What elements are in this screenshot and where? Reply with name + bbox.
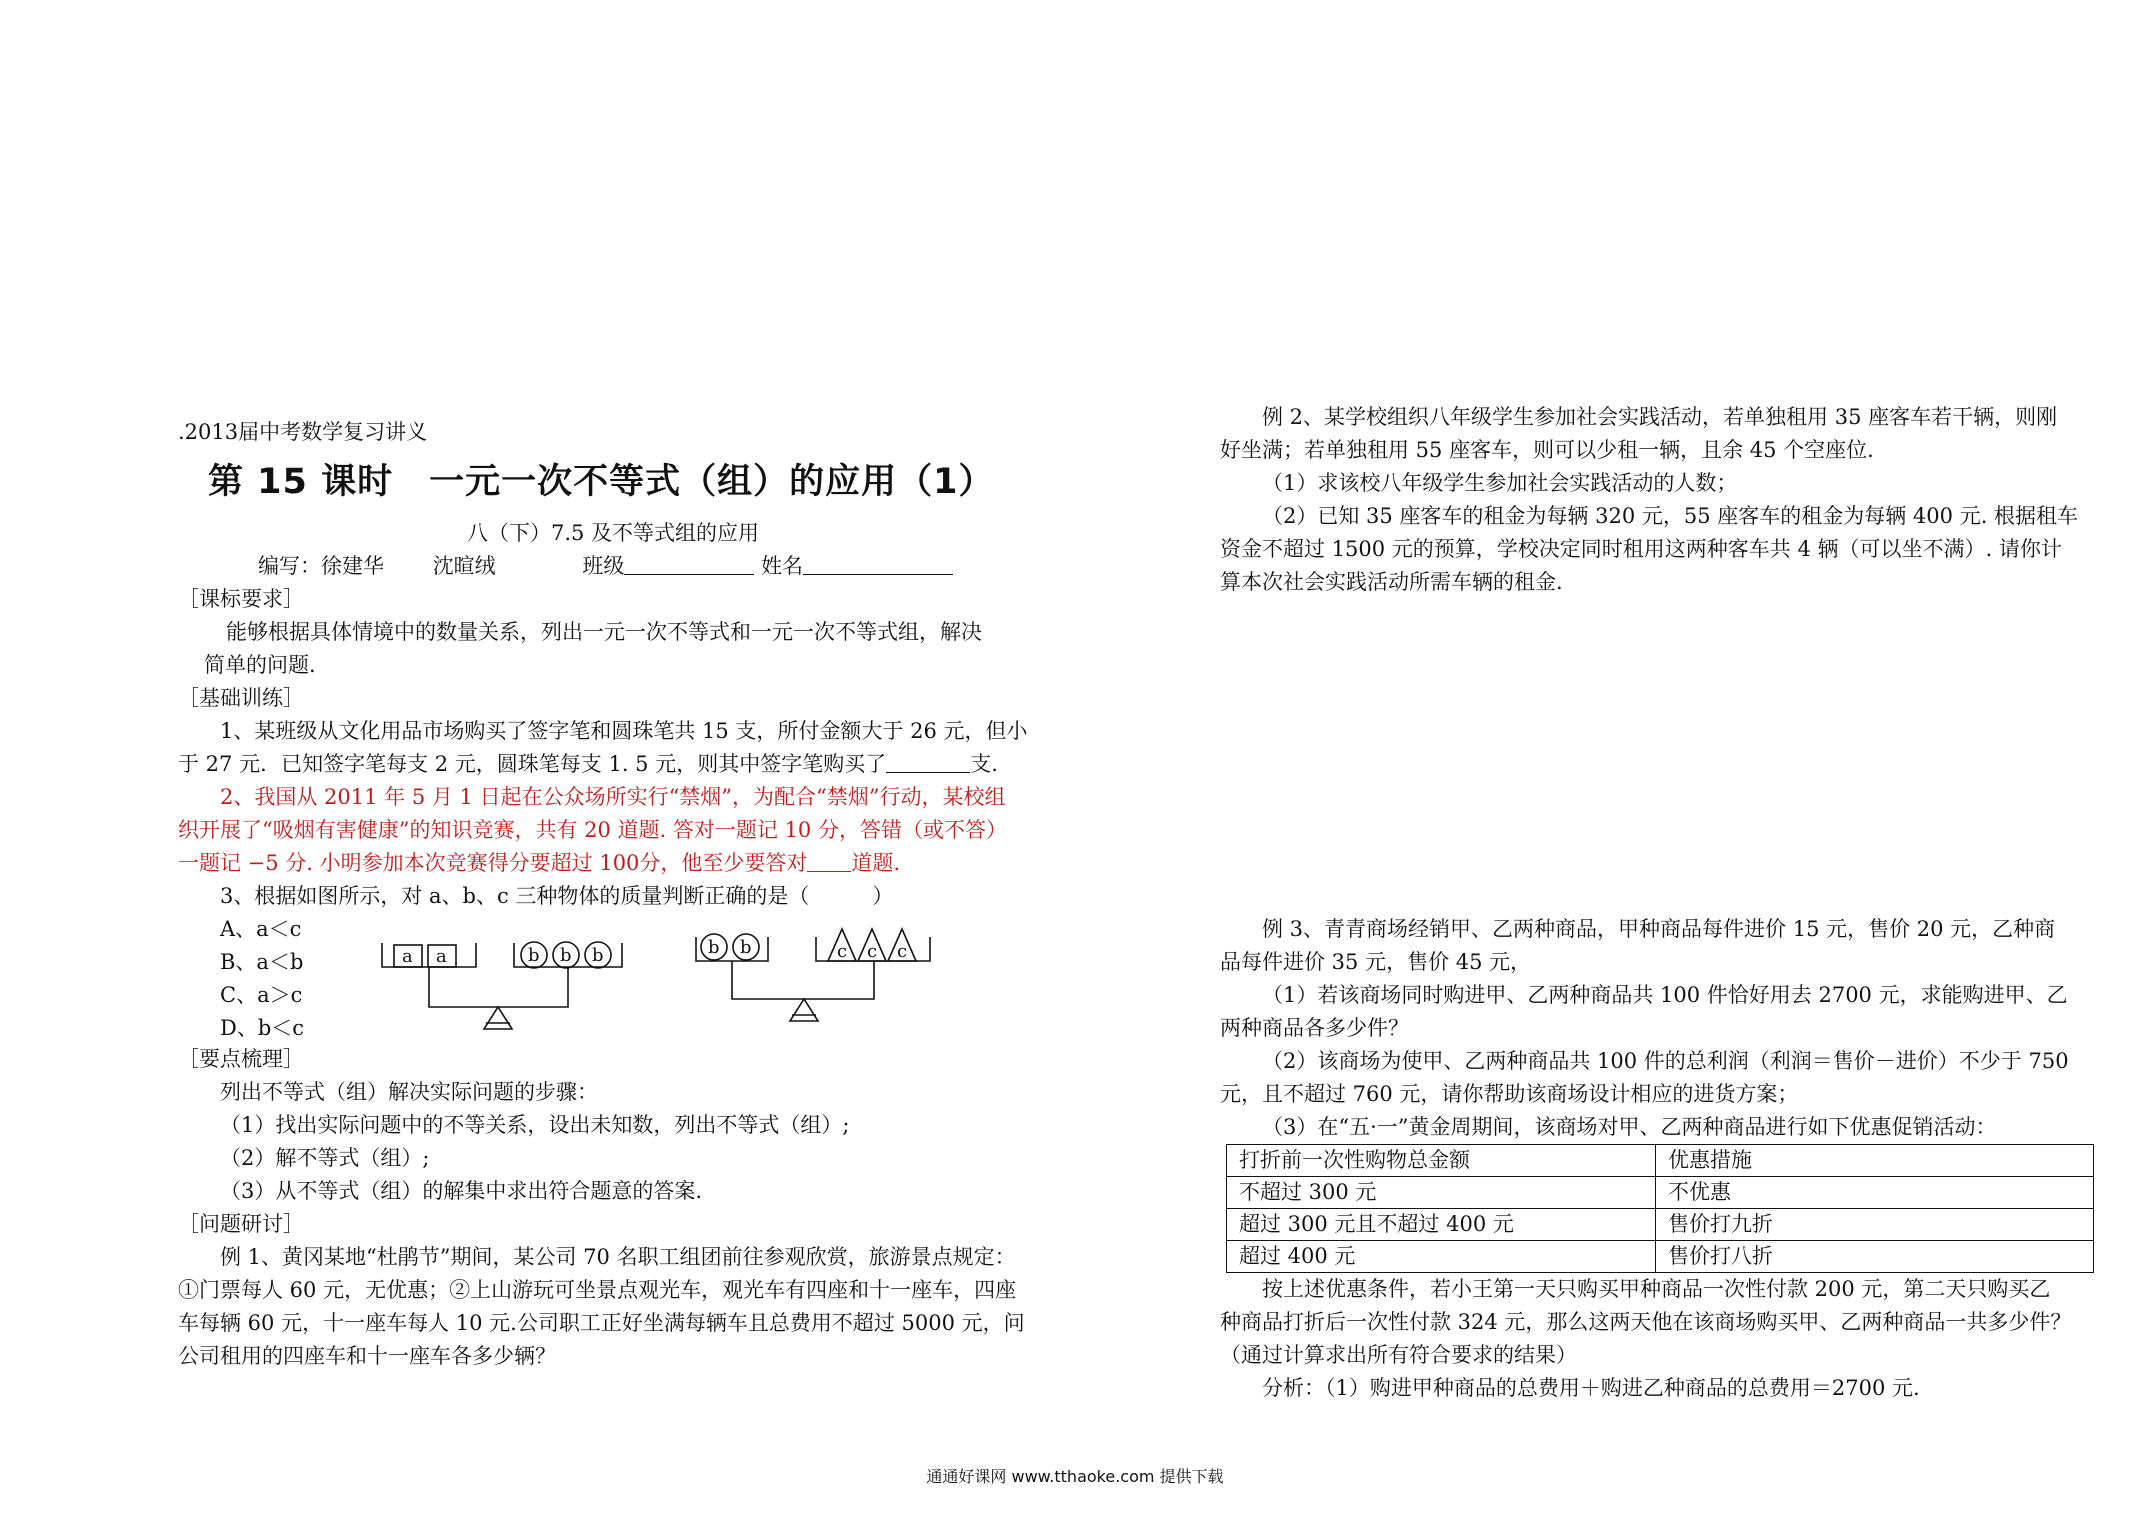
left-column [178,416,1048,1373]
step-1: （1）找出实际问题中的不等关系，设出未知数，列出不等式（组）; [220,1113,850,1137]
ex3-after-line3: （通过计算求出所有符合要求的结果） [1220,1343,1577,1367]
table-cell: 不超过 300 元 [1227,1177,1656,1209]
ex3-q1-line2: 两种商品各多少件？ [1220,1016,1409,1040]
curriculum-text-2: 简单的问题. [204,653,316,677]
q2-line3 [178,847,1048,880]
ex1-line4: 公司租用的四座车和十一座车各多少辆？ [178,1344,556,1368]
basics-heading: ［基础训练］ [178,686,304,710]
page-footer: 通通好课网 www.tthaoke.com 提供下载 [926,1467,1224,1486]
table-row [1227,1177,2094,1209]
q2-answer-blank[interactable] [807,849,851,872]
label-a-2: a [436,946,447,967]
class-label: 班级 [582,554,625,578]
ex3-q1-line1: （1）若该商场同时购进甲、乙两种商品共 100 件恰好用去 2700 元，求能购进甲、乙 [1262,983,2068,1007]
balance-1 [382,942,622,1029]
ex3-q3: （3）在“五·一”黄金周期间，该商场对甲、乙两种商品进行如下优惠促销活动： [1262,1115,1997,1139]
key-points-heading: ［要点梳理］ [178,1047,304,1071]
ex3-q2-line1: （2）该商场为使甲、乙两种商品共 100 件的总利润（利润＝售价－进价）不少于 750 [1262,1049,2069,1073]
option-b[interactable]: B、a＜b [220,950,304,974]
q1-line2-end: 支. [970,752,998,776]
label-b-5: b [740,937,752,958]
q1-line2 [178,748,1048,781]
editor-label: 编写：徐建华 [258,554,384,578]
ex2-q2-line1: （2）已知 35 座客车的租金为每辆 320 元，55 座客车的租金为每辆 400 元. 根据租车 [1262,504,2079,528]
q2-line3-end: 道题. [851,851,901,875]
option-a[interactable]: A、a＜c [220,917,302,941]
ex3-after-line1: 按上述优惠条件，若小王第一天只购买甲种商品一次性付款 200 元，第二天只购买乙 [1262,1277,2051,1301]
balance-2 [696,929,930,1021]
ex3-analysis: 分析：（1）购进甲种商品的总费用＋购进乙种商品的总费用＝2700 元. [1262,1376,1920,1400]
subtitle: 八（下）7.5 及不等式组的应用 [466,521,760,545]
q2-line2: 织开展了“吸烟有害健康”的知识竞赛，共有 20 道题. 答对一题记 10 分，答错（或不答） [178,818,1007,842]
answer-space [1220,599,2090,913]
table-row [1227,1209,2094,1241]
label-b-4: b [708,937,720,958]
q3-options [220,913,304,1045]
table-cell: 不优惠 [1656,1177,2094,1209]
table-cell: 超过 300 元且不超过 400 元 [1227,1209,1656,1241]
ex2-q2-line2: 资金不超过 1500 元的预算，学校决定同时租用这两种客车共 4 辆（可以坐不满）. 请你计 [1220,537,2062,561]
label-a-1: a [402,946,413,967]
curriculum-heading: ［课标要求］ [178,587,304,611]
ex1-line2: ①门票每人 60 元，无优惠；②上山游玩可坐景点观光车，观光车有四座和十一座车，四座 [178,1278,1017,1302]
label-b-1: b [528,945,540,966]
editor2: 沈暄绒 [432,554,496,578]
ex2-line2: 好坐满；若单独租用 55 座客车，则可以少租一辆，且余 45 个空座位. [1220,438,1874,462]
label-b-2: b [560,945,572,966]
table-row [1227,1241,2094,1273]
q1-answer-blank[interactable] [886,750,970,773]
ex1-line1: 例 1、黄冈某地“杜鹃节”期间，某公司 70 名职工组团前往参观欣赏，旅游景点规定： [220,1245,1016,1269]
ex2-q2-line3: 算本次社会实践活动所需车辆的租金. [1220,570,1563,594]
discount-table [1226,1144,2094,1273]
right-column [1220,401,2090,1405]
ex3-line2: 品每件进价 35 元，售价 45 元， [1220,950,1532,974]
label-c-1: c [837,941,848,962]
ex2-q1: （1）求该校八年级学生参加社会实践活动的人数； [1262,471,1738,495]
step-2: （2）解不等式（组）; [220,1146,430,1170]
author-line [178,550,1048,583]
option-d[interactable]: D、b＜c [220,1016,305,1040]
table-cell: 售价打九折 [1656,1209,2094,1241]
q2-line3-text: 一题记 −5 分. 小明参加本次竞赛得分要超过 100分，他至少要答对 [178,851,808,875]
q3-line1: 3、根据如图所示，对 a、b、c 三种物体的质量判断正确的是（ ） [220,884,894,908]
table-cell: 超过 400 元 [1227,1241,1656,1273]
ex3-line1: 例 3、青青商场经销甲、乙两种商品，甲种商品每件进价 15 元，售价 20 元，乙种商 [1262,917,2056,941]
q1-line2-text: 于 27 元．已知签字笔每支 2 元，圆珠笔每支 1. 5 元，则其中签字笔购买了 [178,752,887,776]
class-blank[interactable] [624,552,754,575]
curriculum-text-1: 能够根据具体情境中的数量关系，列出一元一次不等式和一元一次不等式组，解决 [226,620,982,644]
research-heading: ［问题研讨］ [178,1212,304,1236]
q2-line1: 2、我国从 2011 年 5 月 1 日起在公众场所实行“禁烟”，为配合“禁烟”行动，某校组 [220,785,1006,809]
step-3: （3）从不等式（组）的解集中求出符合题意的答案. [220,1179,703,1203]
table-row [1227,1145,2094,1177]
page-title: 第 15 课时 一元一次不等式（组）的应用（1） [208,462,995,502]
ex1-line3: 车每辆 60 元，十一座车每人 10 元.公司职工正好坐满每辆车且总费用不超过 5000 元，问 [178,1311,1025,1335]
table-cell: 售价打八折 [1656,1241,2094,1273]
q3-block [178,913,1048,1043]
label-c-3: c [897,941,908,962]
label-b-3: b [592,945,604,966]
option-c[interactable]: C、a＞c [220,983,303,1007]
q1-line1: 1、某班级从文化用品市场购买了签字笔和圆珠笔共 15 支，所付金额大于 26 元，但小 [220,719,1028,743]
key-points-intro: 列出不等式（组）解决实际问题的步骤： [220,1080,598,1104]
balance-figure [374,919,1034,1039]
document-header: .2013届中考数学复习讲义 [178,420,428,444]
label-c-2: c [867,941,878,962]
ex3-after-line2: 种商品打折后一次性付款 324 元，那么这两天他在该商场购买甲、乙两种商品一共多少件？ [1220,1310,2072,1334]
ex3-q2-line2: 元，且不超过 760 元，请你帮助该商场设计相应的进货方案； [1220,1082,1799,1106]
table-cell: 优惠措施 [1656,1145,2094,1177]
name-blank[interactable] [803,552,953,575]
table-cell: 打折前一次性购物总金额 [1227,1145,1656,1177]
ex2-line1: 例 2、某学校组织八年级学生参加社会实践活动，若单独租用 35 座客车若干辆，则刚 [1262,405,2058,429]
name-label: 姓名 [761,554,804,578]
